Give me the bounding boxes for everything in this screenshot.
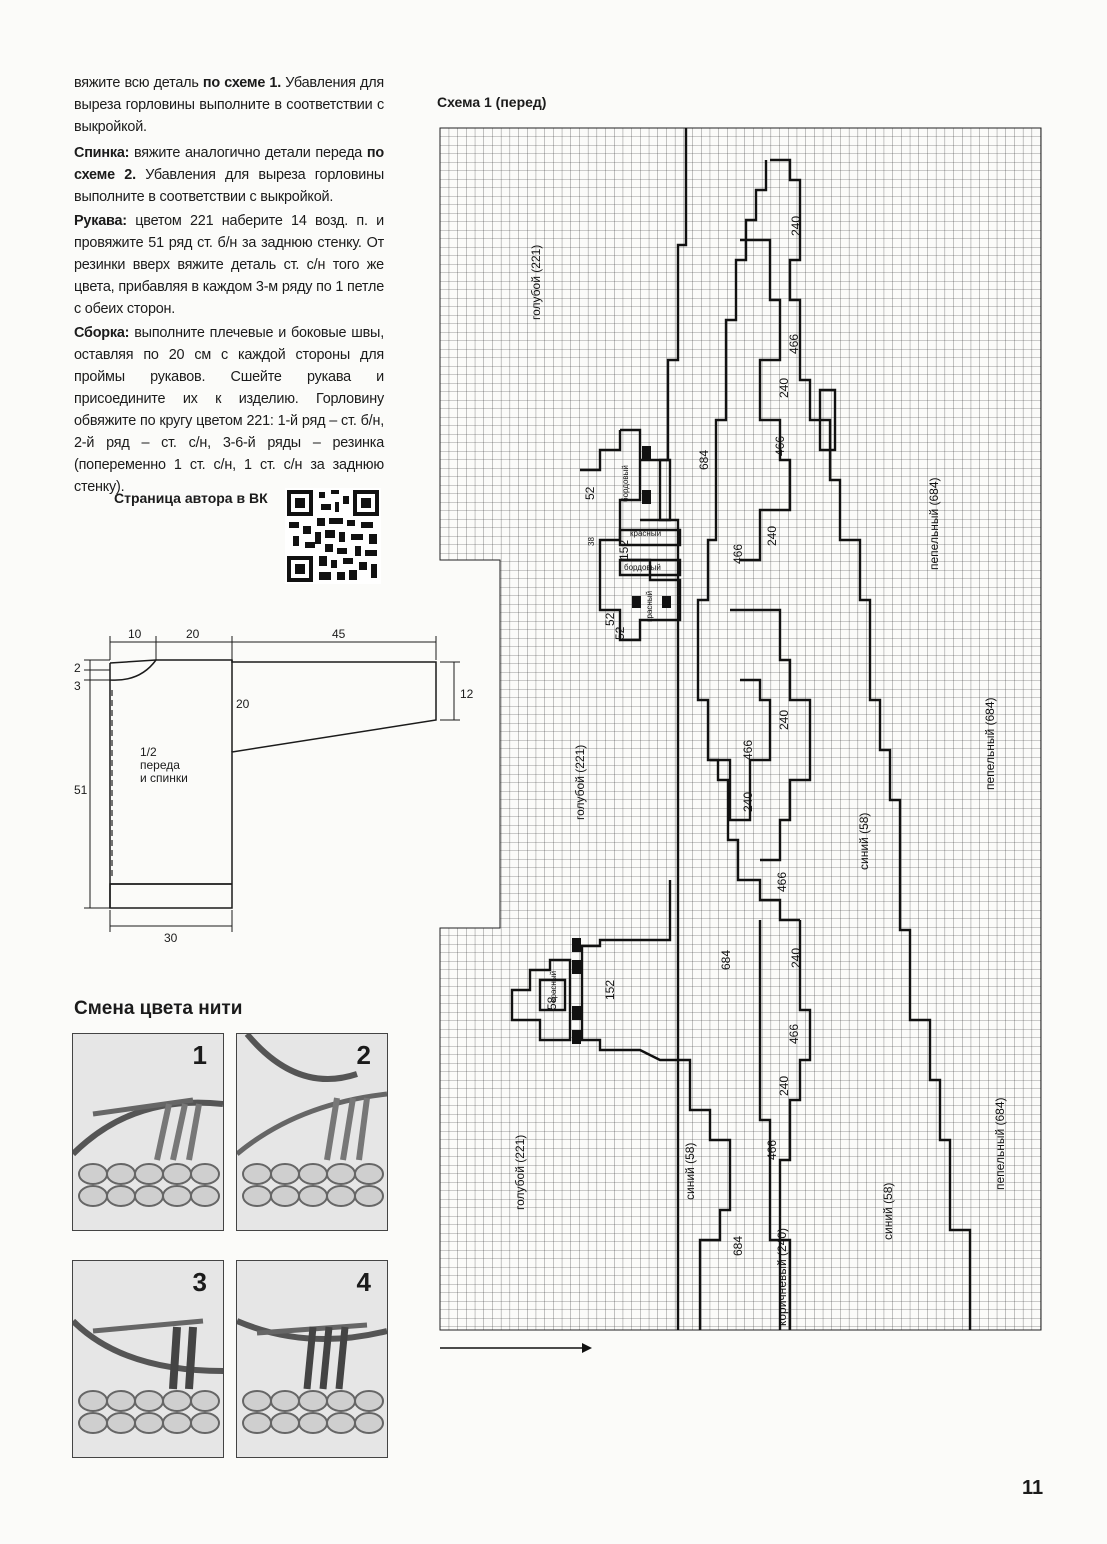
text-run-bold: Спинка:	[74, 145, 130, 161]
num-466-b: 466	[773, 435, 787, 456]
num-684-c: 684	[731, 1235, 745, 1256]
label-sini-bottom-right: синий (58)	[881, 1182, 895, 1240]
label-krasny-a: красный	[630, 529, 662, 538]
text-run: цветом 221 наберите 14 возд. п. и провяжите 51 ряд ст. б/н за заднюю стенку. От резинки вверх вяжите деталь ст. с/н того же цвета, прибавляя в каждом 3-м ряду по 1 петле с обеих сторон.	[74, 213, 384, 317]
dim-12: 12	[460, 687, 474, 701]
num-240-f: 240	[789, 947, 803, 968]
num-52-a: 52	[583, 486, 597, 500]
pattern-label-3: и спинки	[140, 771, 188, 785]
num-466-d: 466	[741, 739, 755, 760]
num-466-e: 466	[775, 871, 789, 892]
dim-45: 45	[332, 627, 346, 641]
text-run-bold: по схеме 1.	[202, 75, 282, 91]
label-krasny-c: красный	[549, 970, 558, 1002]
row-direction-arrow	[440, 1343, 592, 1353]
num-684-b: 684	[719, 949, 733, 970]
text-run: вяжите аналогично детали переда	[129, 145, 367, 161]
step-number: 2	[356, 1040, 371, 1070]
num-38: 38	[587, 537, 596, 546]
pattern-label-1: 1/2	[140, 745, 157, 759]
dim-30: 30	[164, 931, 178, 945]
dim-20-shoulder: 20	[186, 627, 200, 641]
num-684-a: 684	[697, 449, 711, 470]
text-run-bold: Сборка:	[74, 325, 130, 341]
step-number: 4	[356, 1267, 371, 1297]
label-korichnevy: коричневый (240)	[775, 1227, 789, 1326]
text-run-bold: по схеме 2.	[74, 145, 384, 183]
num-240-b: 240	[777, 377, 791, 398]
text-run: выполните плечевые и боковые швы, оставляя по 20 см с каждой стороны для проймы рукавов. Сшейте рукава и присоедините их к изделию. Горловину обвяжите по кругу цветом 221: 1-й ряд – ст. б/н, 2-й ряд – ст. с/н, 3-6-й ряды – резинка (попеременно 1 ст. с/н, 1 ст. с/н за заднюю стенку).	[74, 325, 384, 495]
num-240-d: 240	[777, 709, 791, 730]
label-krasny-b: красный	[645, 590, 654, 622]
label-bordovy-b: бордовый	[624, 563, 661, 572]
pattern-label-2: переда	[140, 758, 180, 772]
num-240-a: 240	[789, 215, 803, 236]
num-240-g: 240	[777, 1075, 791, 1096]
num-466-g: 466	[765, 1139, 779, 1160]
num-466-c: 466	[731, 543, 745, 564]
page-number: 11	[1022, 1477, 1044, 1499]
dim-20-armhole: 20	[236, 697, 250, 711]
label-sini-mid: синий (58)	[857, 812, 871, 870]
color-change-title: Смена цвета нити	[74, 998, 243, 1019]
dim-2: 2	[74, 661, 81, 675]
num-52-c: 52	[613, 626, 627, 640]
label-goluboi-top: голубой (221)	[529, 244, 543, 320]
label-goluboi-mid: голубой (221)	[573, 744, 587, 820]
num-466-f: 466	[787, 1023, 801, 1044]
num-152-b: 152	[603, 979, 617, 1000]
num-52-b: 52	[603, 612, 617, 626]
text-run: вяжите всю деталь	[74, 75, 203, 91]
text-run: Убавления для выреза горловины выполните в соответствии с выкройкой.	[74, 167, 384, 205]
label-bordovy-a: бордовый	[621, 465, 630, 502]
scheme-title: Схема 1 (перед)	[437, 94, 547, 110]
step-number: 1	[192, 1040, 207, 1070]
num-240-c: 240	[765, 525, 779, 546]
num-466-a: 466	[787, 333, 801, 354]
num-240-e: 240	[741, 791, 755, 812]
label-pepelny-mid: пепельный (684)	[983, 697, 997, 790]
num-58: 58	[545, 996, 559, 1010]
label-sini-bottom-left: синий (58)	[683, 1142, 697, 1200]
step-number: 3	[192, 1267, 207, 1297]
label-goluboi-bottom: голубой (221)	[513, 1134, 527, 1210]
dim-10: 10	[128, 627, 142, 641]
dim-3: 3	[74, 679, 81, 693]
author-page-label: Страница автора в ВК	[114, 490, 268, 506]
num-152-a: 152	[617, 539, 631, 560]
dim-51: 51	[74, 783, 88, 797]
text-run-bold: Рукава:	[74, 213, 127, 229]
text-run: Убавления для выреза горловины выполните в соответствии с выкройкой.	[74, 75, 384, 135]
label-pepelny-bottom: пепельный (684)	[993, 1097, 1007, 1190]
label-pepelny-top: пепельный (684)	[927, 477, 941, 570]
